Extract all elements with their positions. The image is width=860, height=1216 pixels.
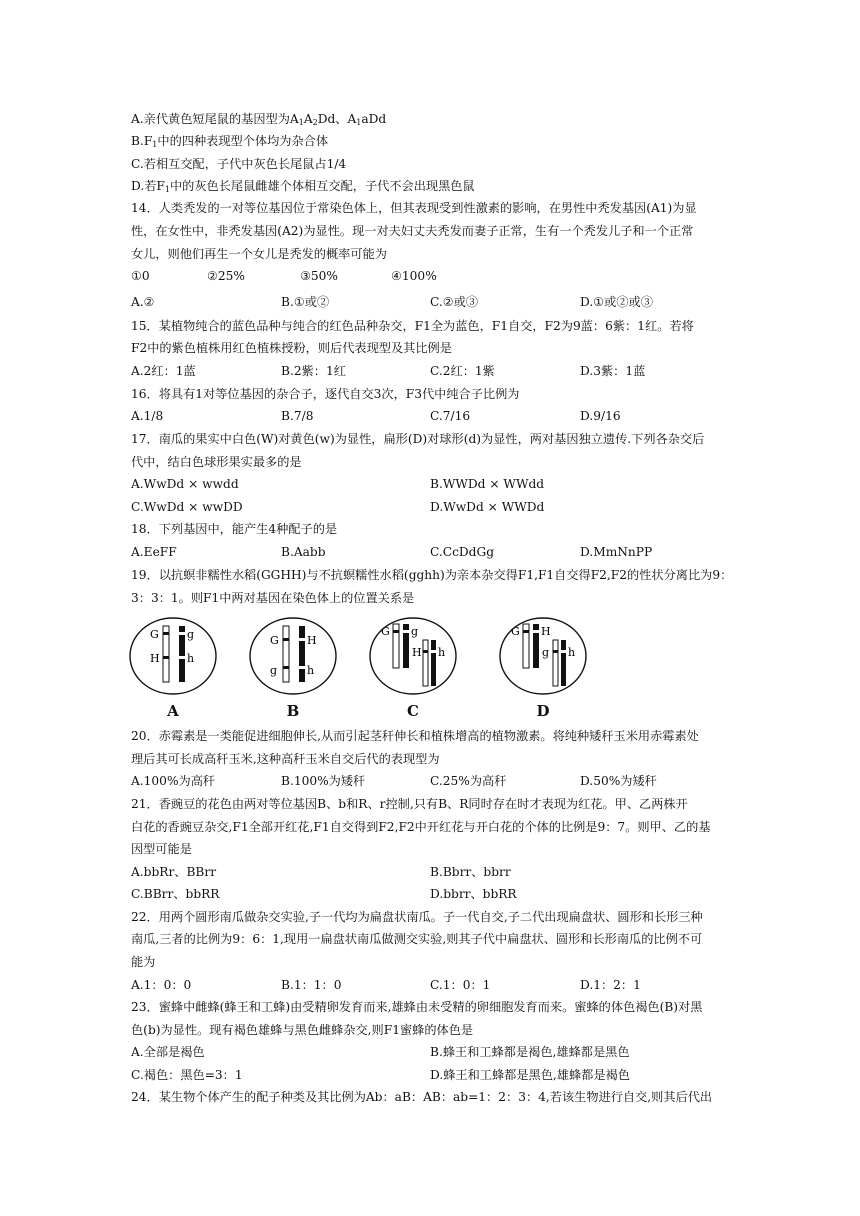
q13-option-b: $B.F_1$中的四种表现型个体均为杂合体 xyxy=(131,134,329,149)
q19-figures xyxy=(127,614,576,724)
q19-figure-a xyxy=(127,614,219,724)
q14-line3: 女儿，则他们再生一个女儿是秃发的概率可能为 xyxy=(131,247,387,261)
gene-label: H xyxy=(541,625,551,638)
q14-option-a: A.② xyxy=(131,295,155,309)
gene-label: G xyxy=(270,634,279,647)
q21-option-a: A.bbRr、BBrr xyxy=(131,865,217,879)
gene-label: G xyxy=(381,625,390,638)
figure-label-b: B xyxy=(286,702,300,720)
cell-diagram-b xyxy=(247,614,339,704)
q16-option-c: C.7/16 xyxy=(430,409,471,423)
q17-option-d: D.WwDd × WWDd xyxy=(430,500,545,514)
q20-option-b: B.100%为矮秆 xyxy=(281,774,366,788)
gene-label: h xyxy=(307,664,315,677)
q14-item-4: ④100% xyxy=(391,269,437,283)
q22-option-c: C.1：0：1 xyxy=(430,978,491,992)
q20-line1: 20．赤霉素是一类能促进细胞伸长,从而引起茎秆伸长和植株增高的植物激素。将纯种矮秆玉米用赤霉素处 xyxy=(131,729,699,743)
q20-option-a: A.100%为高秆 xyxy=(131,774,216,788)
q16-option-b: B.7/8 xyxy=(281,409,314,423)
q14-item-2: ②25% xyxy=(207,269,246,283)
gene-label: h xyxy=(187,652,195,665)
q13-option-c: C.若相互交配，子代中灰色长尾鼠占1/4 xyxy=(131,157,347,171)
q15-line1: 15．某植物纯合的蓝色品种与纯合的红色品种杂交，F1全为蓝色，F1自交，F2为9蓝：6紫：1红。若将 xyxy=(131,319,694,333)
q19-line2: 3：3：1。则F1中两对基因在染色体上的位置关系是 xyxy=(131,591,415,605)
cell-diagram-d xyxy=(497,614,589,704)
gene-label: h xyxy=(568,646,576,659)
q17-option-a: A.WwDd × wwdd xyxy=(131,477,239,491)
q23-line2: 色(b)为显性。现有褐色雄蜂与黑色雌蜂杂交,则F1蜜蜂的体色是 xyxy=(131,1023,474,1037)
gene-label: g xyxy=(187,628,195,641)
q18-option-c: C.CcDdGg xyxy=(430,545,495,559)
q22-option-a: A.1：0：0 xyxy=(131,978,192,992)
q14-option-b: B.①或② xyxy=(281,295,330,309)
q23-option-b: B.蜂王和工蜂都是褐色,雄蜂都是黑色 xyxy=(430,1045,630,1059)
figure-label-a: A xyxy=(167,702,179,720)
figure-label-c: C xyxy=(407,702,419,720)
q21-line2: 白花的香豌豆杂交,F1全部开红花,F1自交得到F2,F2中开红花与开白花的个体的比例是9：7。则甲、乙的基 xyxy=(131,820,711,834)
gene-label: G xyxy=(150,628,159,641)
gene-label: H xyxy=(412,646,422,659)
q22-option-d: D.1：2：1 xyxy=(580,978,641,992)
q18-line1: 18．下列基因中，能产生4种配子的是 xyxy=(131,522,338,536)
cell-diagram-a xyxy=(127,614,219,704)
q22-line1: 22．用两个圆形南瓜做杂交实验,子一代均为扁盘状南瓜。子一代自交,子二代出现扁盘状、圆形和长形三种 xyxy=(131,910,703,924)
q19-figure-d xyxy=(497,614,589,724)
q15-option-c: C.2红：1紫 xyxy=(430,364,495,378)
gene-label: g xyxy=(270,664,278,677)
q16-option-d: D.9/16 xyxy=(580,409,621,423)
q13-option-d: D.若$F_1$中的灰色长尾鼠雌雄个体相互交配，子代不会出现黑色鼠 xyxy=(131,179,475,194)
q18-option-a: A.EeFF xyxy=(131,545,177,559)
gene-label: g xyxy=(411,625,419,638)
q17-option-c: C.WwDd × wwDD xyxy=(131,500,243,514)
q18-option-d: D.MmNnPP xyxy=(580,545,653,559)
q14-line2: 性，在女性中，非秃发基因(A2)为显性。现一对夫妇丈夫秃发而妻子正常，生有一个秃发儿子和一个正常 xyxy=(131,224,694,238)
q23-option-c: C.褐色：黑色=3：1 xyxy=(131,1068,243,1082)
q22-option-b: B.1：1：0 xyxy=(281,978,342,992)
q21-option-b: B.Bbrr、bbrr xyxy=(430,865,511,879)
q20-option-d: D.50%为矮秆 xyxy=(580,774,657,788)
q15-option-a: A.2红：1蓝 xyxy=(131,364,196,378)
q14-item-1: ①0 xyxy=(131,269,150,283)
q17-option-b: B.WWDd × WWdd xyxy=(430,477,545,491)
q17-line2: 代中，结白色球形果实最多的是 xyxy=(131,455,302,469)
q21-option-c: C.BBrr、bbRR xyxy=(131,887,220,901)
q21-option-d: D.bbrr、bbRR xyxy=(430,887,517,901)
q16-option-a: A.1/8 xyxy=(131,409,164,423)
q19-line1: 19．以抗螟非糯性水稻(GGHH)与不抗螟糯性水稻(gghh)为亲本杂交得F1,F1自交得F2,F2的性状分离比为9： xyxy=(131,568,733,582)
q22-line2: 南瓜,三者的比例为9：6：1,现用一扁盘状南瓜做测交实验,则其子代中扁盘状、圆形和长形南瓜的比例不可 xyxy=(131,932,703,946)
q23-option-d: D.蜂王和工蜂都是黑色,雄蜂都是褐色 xyxy=(430,1068,630,1082)
gene-label: H xyxy=(307,634,317,647)
q23-line1: 23．蜜蜂中雌蜂(蜂王和工蜂)由受精卵发育而来,雄蜂由未受精的卵细胞发育而来。蜜蜂的体色褐色(B)对黑 xyxy=(131,1000,703,1014)
q14-line1: 14．人类秃发的一对等位基因位于常染色体上，但其表现受到性激素的影响，在男性中秃发基因(A1)为显 xyxy=(131,201,697,215)
q14-item-3: ③50% xyxy=(300,269,339,283)
q21-line1: 21．香豌豆的花色由两对等位基因B、b和R、r控制,只有B、R同时存在时才表现为红花。甲、乙两株开 xyxy=(131,797,688,811)
figure-label-d: D xyxy=(536,702,550,720)
gene-label: G xyxy=(511,625,520,638)
q15-line2: F2中的紫色植株用红色植株授粉，则后代表现型及其比例是 xyxy=(131,341,452,355)
q22-line3: 能为 xyxy=(131,955,156,969)
q24-line1: 24．某生物个体产生的配子种类及其比例为Ab：aB：AB：ab=1：2：3：4,若该生物进行自交,则其后代出 xyxy=(131,1090,713,1104)
q14-option-d: D.①或②或③ xyxy=(580,295,653,309)
q14-option-c: C.②或③ xyxy=(430,295,479,309)
q20-option-c: C.25%为高秆 xyxy=(430,774,507,788)
q19-figure-c xyxy=(367,614,459,724)
gene-label: h xyxy=(438,646,446,659)
gene-label: H xyxy=(150,652,160,665)
q21-line3: 因型可能是 xyxy=(131,842,192,856)
q15-option-d: D.3紫：1蓝 xyxy=(580,364,646,378)
q20-line2: 理后其可长成高秆玉米,这种高秆玉米自交后代的表现型为 xyxy=(131,752,440,766)
q17-line1: 17．南瓜的果实中白色(W)对黄色(w)为显性，扁形(D)对球形(d)为显性，两对基因独立遗传.下列各杂交后 xyxy=(131,432,705,446)
cell-diagram-c xyxy=(367,614,459,704)
q15-option-b: B.2紫：1红 xyxy=(281,364,346,378)
gene-label: g xyxy=(542,646,550,659)
q13-option-a: A.亲代黄色短尾鼠的基因型为$A_1A_2Dd$、$A_1aDd$ xyxy=(131,112,387,127)
q16-line1: 16．将具有1对等位基因的杂合子，逐代自交3次，F3代中纯合子比例为 xyxy=(131,387,520,401)
q18-option-b: B.Aabb xyxy=(281,545,326,559)
q23-option-a: A.全部是褐色 xyxy=(131,1045,205,1059)
q19-figure-b xyxy=(247,614,339,724)
